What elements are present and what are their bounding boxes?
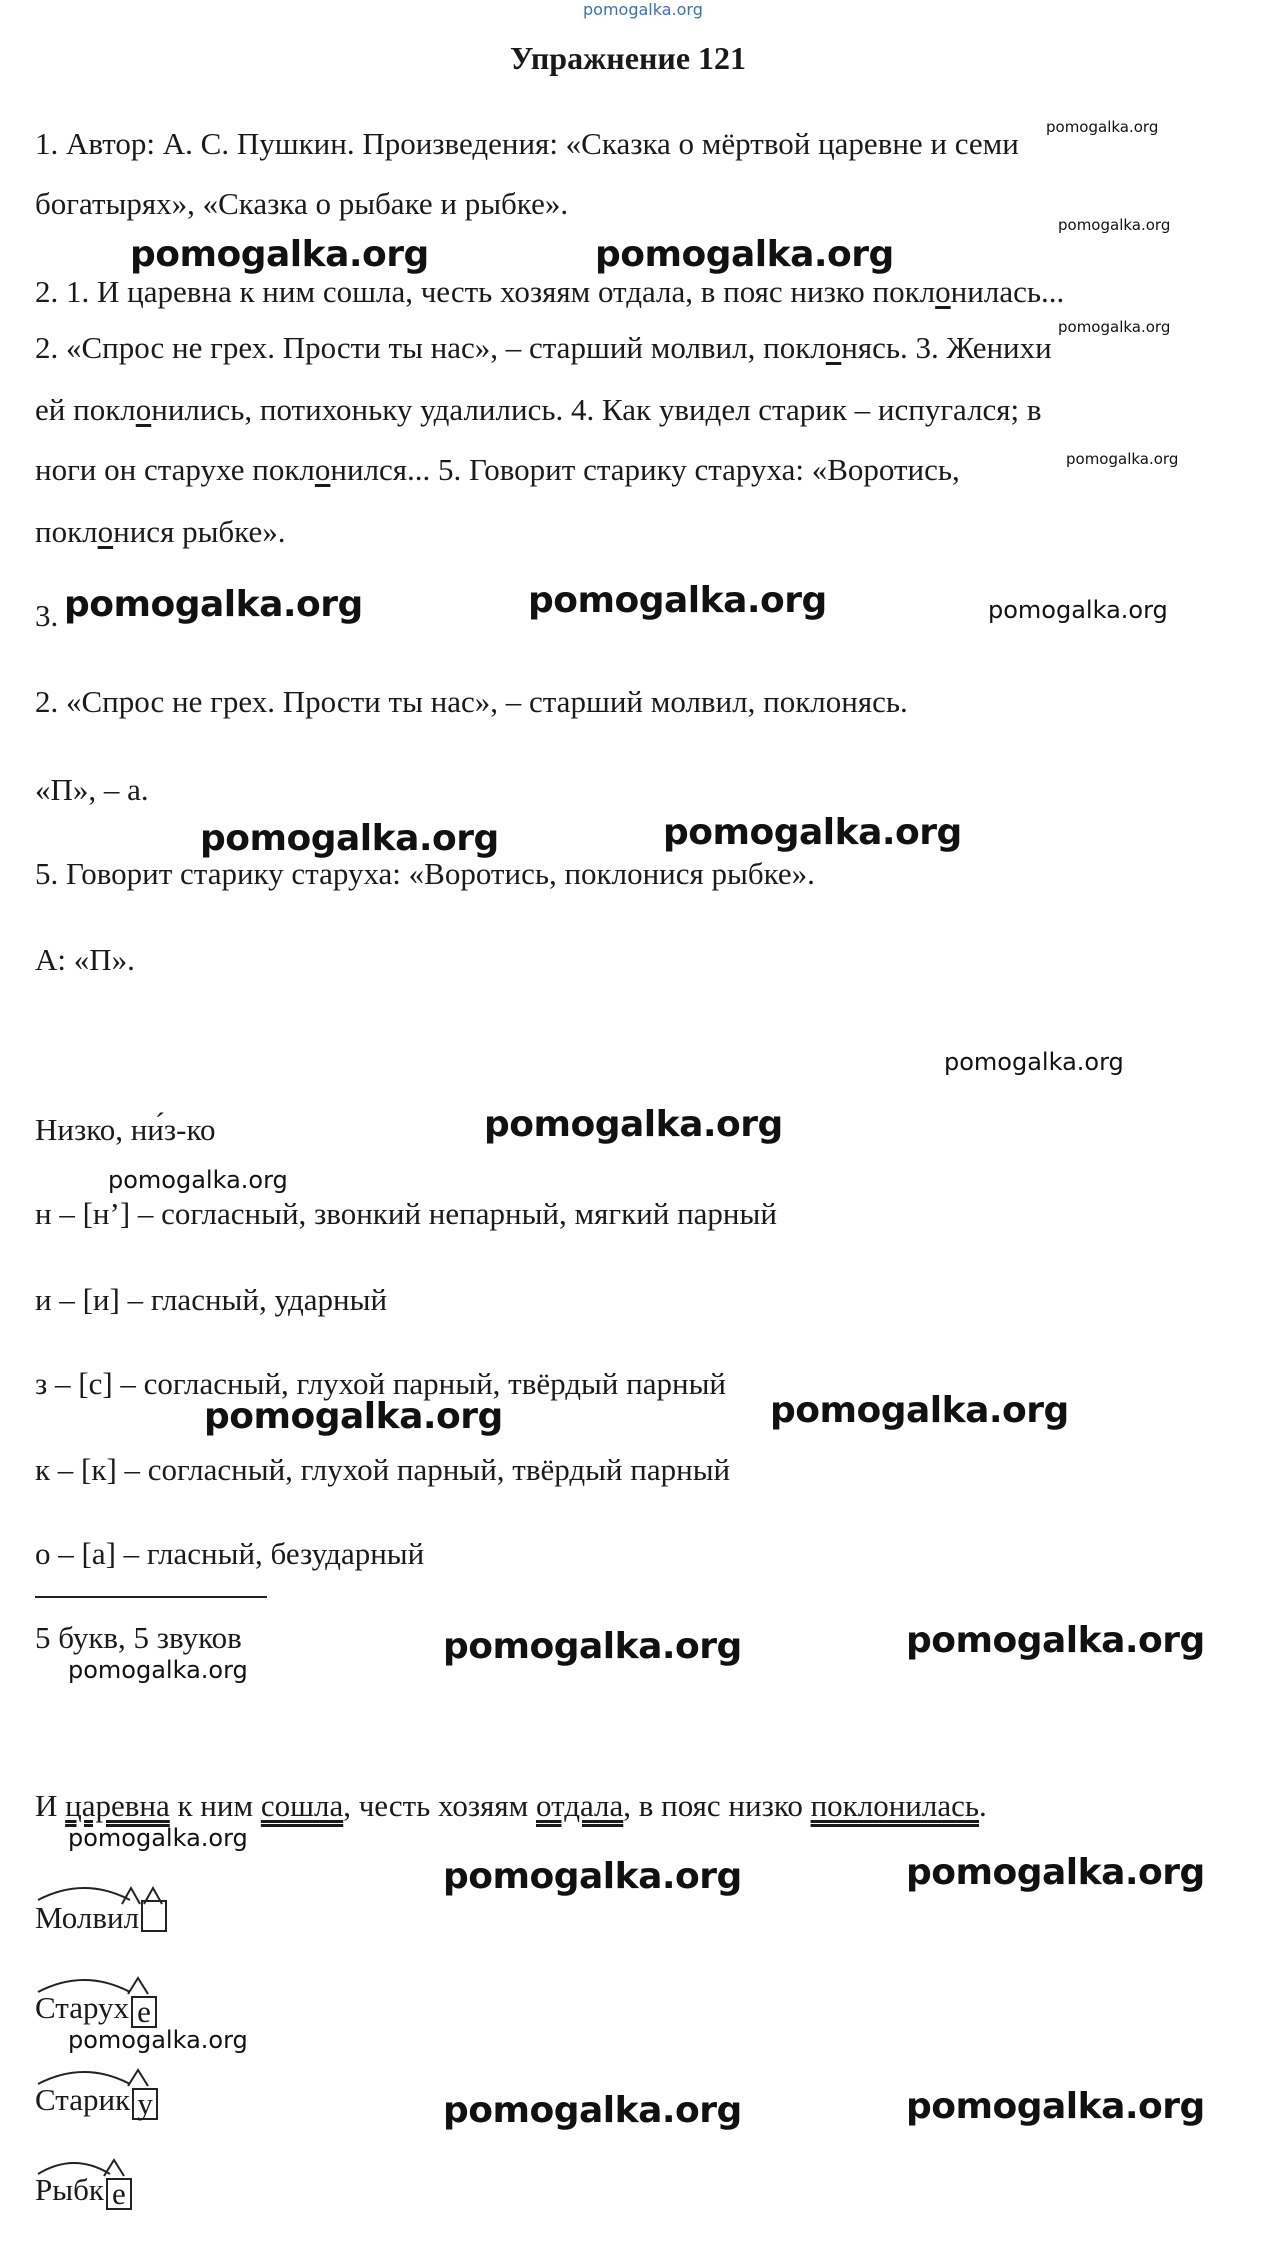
word-stem: Старик [35, 2082, 131, 2117]
watermark: pomogalka.org [1058, 216, 1171, 234]
phonetic-row: и – [и] – гласный, ударный [35, 1282, 388, 1317]
watermark: pomogalka.org [68, 1656, 248, 1684]
predicate-word: сошла [260, 1788, 344, 1823]
watermark: pomogalka.org [68, 2026, 248, 2054]
word-ending-box: у [132, 2088, 158, 2120]
text: 2. 1. И царевна к ним сошла, честь хозяям отдала, в пояс низко покл [35, 274, 936, 309]
suffix-caret [128, 2070, 148, 2086]
text: ей покл [35, 392, 136, 427]
suffix-caret [144, 1888, 162, 1904]
stressed-vowel: о [97, 514, 114, 549]
phonetic-row: к – [к] – согласный, глухой парный, твёрдый парный [35, 1452, 731, 1487]
watermark: pomogalka.org [1046, 118, 1159, 136]
suffix-caret [128, 1978, 148, 1994]
watermark: pomogalka.org [1066, 450, 1179, 468]
phonetic-word: Низко, ни́з-ко [35, 1112, 216, 1147]
word-ending-box: е [106, 2178, 132, 2210]
word-ending-box: е [131, 1996, 157, 2028]
watermark: pomogalka.org [988, 596, 1168, 624]
word-stem: Старух [35, 1990, 130, 2025]
text: нилась... [950, 274, 1065, 309]
text: ноги он старухе покл [35, 452, 315, 487]
suffix-caret [104, 2160, 124, 2176]
text: . [979, 1788, 987, 1823]
watermark: pomogalka.org [528, 580, 827, 621]
phonetic-summary: 5 букв, 5 звуков [35, 1620, 242, 1655]
watermark: pomogalka.org [200, 818, 499, 859]
text: , в пояс низко [623, 1788, 811, 1823]
text: нился... 5. Говорит старику старуха: «Воротись, [330, 452, 960, 487]
author-line-2: богатырях», «Сказка о рыбаке и рыбке». [35, 186, 569, 221]
stressed-vowel: о [935, 274, 951, 309]
root-arc [38, 2072, 130, 2084]
watermark: pomogalka.org [108, 1166, 288, 1194]
site-header-mark[interactable]: pomogalka.org [583, 0, 703, 19]
watermark: pomogalka.org [770, 1390, 1069, 1431]
suffix-caret [122, 1888, 140, 1904]
section-3-number: 3. [35, 598, 59, 633]
watermark: pomogalka.org [443, 1856, 742, 1897]
watermark: pomogalka.org [595, 234, 894, 275]
phonetic-row: н – [н’] – согласный, звонкий непарный, мягкий парный [35, 1196, 777, 1231]
direct-speech-scheme-2: А: «П». [35, 942, 135, 977]
watermark: pomogalka.org [663, 812, 962, 853]
watermark: pomogalka.org [130, 234, 429, 275]
root-arc [38, 1888, 130, 1900]
watermark: pomogalka.org [906, 2086, 1205, 2127]
author-line-1: 1. Автор: А. С. Пушкин. Произведения: «Сказка о мёртвой царевне и семи [35, 126, 1019, 161]
text: 2. «Спрос не грех. Прости ты нас», – старший молвил, покл [35, 330, 826, 365]
text: к ним [169, 1788, 261, 1823]
word-stem: Молвил [35, 1900, 140, 1935]
watermark: pomogalka.org [204, 1396, 503, 1437]
watermark: pomogalka.org [64, 584, 363, 625]
root-arc [38, 1980, 130, 1992]
predicate-word: отдала [536, 1788, 624, 1823]
text: нясь. 3. Женихи [841, 330, 1052, 365]
page-title: Упражнение 121 [510, 40, 747, 76]
watermark: pomogalka.org [68, 1824, 248, 1852]
predicate-word: поклонилась [810, 1788, 980, 1823]
stressed-vowel: о [135, 392, 152, 427]
watermark: pomogalka.org [906, 1620, 1205, 1661]
watermark: pomogalka.org [1058, 318, 1171, 336]
phonetic-row: о – [а] – гласный, безударный [35, 1536, 425, 1571]
watermark: pomogalka.org [443, 1626, 742, 1667]
text: нились, потихоньку удалились. 4. Как увидел старик – испугался; в [151, 392, 1042, 427]
text: покл [35, 514, 98, 549]
text: , честь хозяям [343, 1788, 536, 1823]
direct-speech-quote-2: 5. Говорит старику старуха: «Воротись, поклонися рыбке». [35, 856, 815, 891]
watermark: pomogalka.org [906, 1852, 1205, 1893]
text: И [35, 1788, 66, 1823]
root-arc [38, 2163, 110, 2174]
watermark: pomogalka.org [944, 1048, 1124, 1076]
stressed-vowel: о [825, 330, 842, 365]
text: нися рыбке». [113, 514, 286, 549]
word-stem: Рыбк [35, 2172, 104, 2207]
watermark: pomogalka.org [443, 2090, 742, 2131]
direct-speech-quote-1: 2. «Спрос не грех. Прости ты нас», – старший молвил, поклонясь. [35, 684, 908, 719]
phonetic-row: з – [с] – согласный, глухой парный, твёрдый парный [35, 1366, 727, 1401]
watermark: pomogalka.org [484, 1104, 783, 1145]
stressed-vowel: о [314, 452, 331, 487]
direct-speech-scheme-1: «П», – а. [35, 772, 149, 807]
subject-word: царевна [65, 1788, 170, 1823]
